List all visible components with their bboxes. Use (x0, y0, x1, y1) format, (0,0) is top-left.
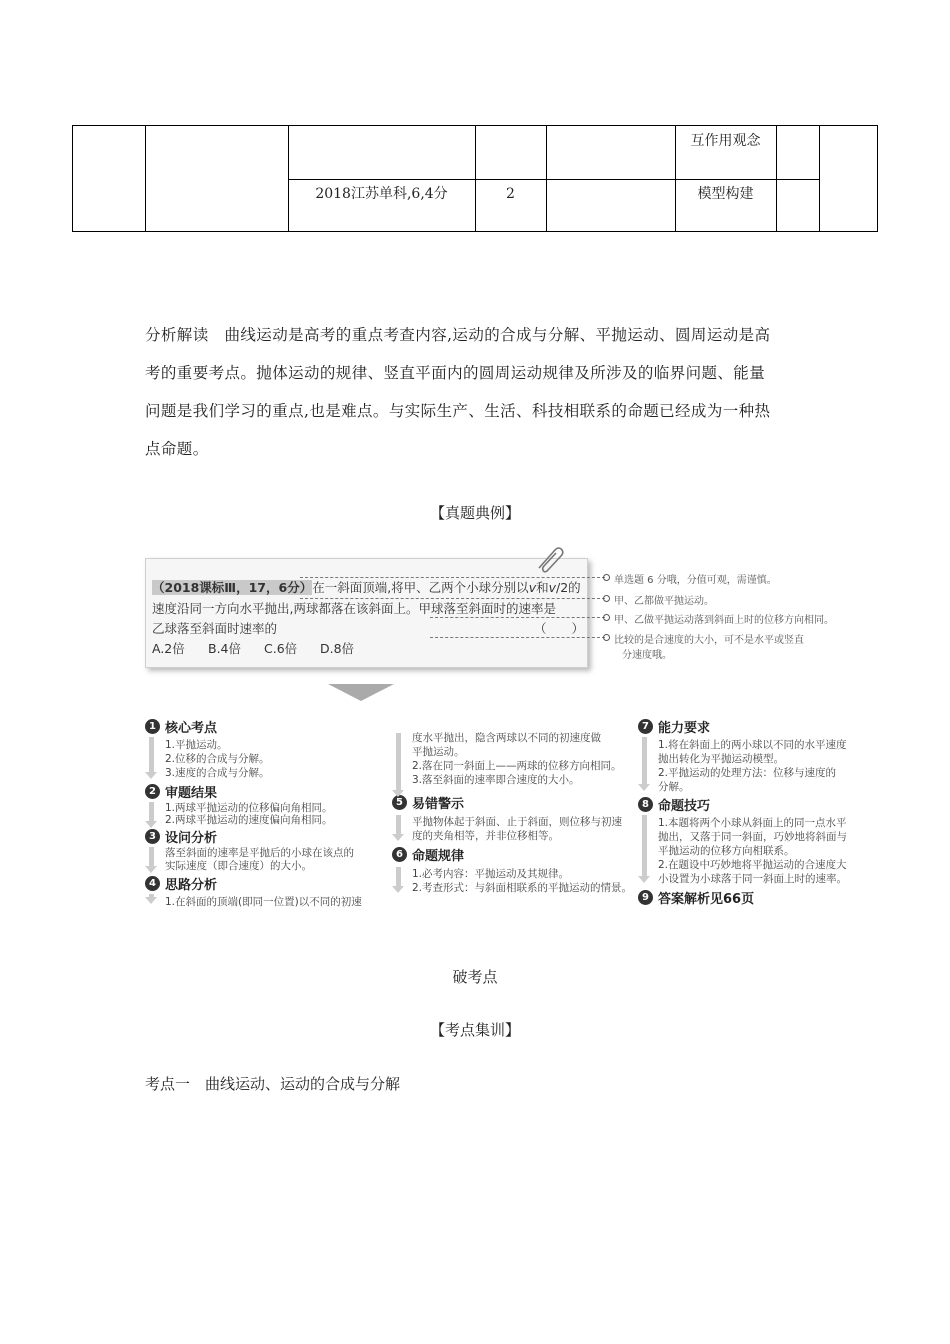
table-cell: 2018江苏单科,6,4分 (315, 186, 448, 202)
step-item: 1.本题将两个小球从斜面上的同一点水平 (658, 817, 847, 829)
step-title: 审题结果 (165, 785, 218, 801)
step-item: 1.将在斜面上的两小球以不同的水平速度 (658, 739, 847, 751)
margin-note: 比较的是合速度的大小，可不是水平或竖直 (614, 635, 804, 646)
connector (430, 637, 605, 638)
step-heading (638, 795, 878, 813)
step-item: 分解。 (658, 781, 690, 793)
bullet-icon (603, 634, 610, 641)
margin-note: 分速度哦。 (622, 650, 672, 661)
step-title: 思路分析 (165, 877, 218, 893)
step-number-badge: 2 (145, 784, 160, 799)
step-item: 1.两球平抛运动的位移偏向角相同。 (165, 802, 333, 814)
step-number-badge: 9 (638, 890, 653, 905)
step-item: 实际速度（即合速度）的大小。 (165, 860, 312, 872)
var-v: v (548, 580, 557, 595)
table-divider (288, 179, 819, 180)
step-item: 平抛运动。 (412, 746, 465, 758)
step-heading (638, 717, 878, 735)
step-number-badge: 1 (145, 719, 160, 734)
table-divider (145, 126, 146, 231)
analysis-paragraph (145, 316, 810, 468)
step-title: 核心考点 (165, 720, 218, 736)
bullet-icon (603, 595, 610, 602)
step-item: 1.在斜面的顶端(即同一位置)以不同的初速 (165, 896, 362, 908)
bullet-icon (603, 614, 610, 621)
step-item: 3.落至斜面的速率即合速度的大小。 (412, 774, 580, 786)
analysis-column-2 (392, 731, 637, 895)
question-source: （2018课标Ⅲ，17，6分） (152, 580, 313, 595)
step-item: 2.考查形式：与斜面相联系的平抛运动的情景。 (412, 882, 633, 894)
step-item: 抛出转化为平抛运动模型。 (658, 753, 784, 765)
question-text: 和 (536, 580, 549, 595)
analysis-line: 点命题。 (145, 440, 209, 458)
step-item: 落至斜面的速率是平抛后的小球在该点的 (165, 847, 354, 859)
step-item: 2.在题设中巧妙地将平抛运动的合速度大 (658, 859, 847, 871)
question-line-2: 速度沿同一方向水平抛出,两球都落在该斜面上。甲球落至斜面时的速率是 (152, 601, 556, 616)
point-heading: 考点一 曲线运动、运动的合成与分解 (145, 1075, 401, 1093)
analysis-column-1 (145, 717, 385, 909)
step-title: 能力要求 (658, 720, 711, 736)
analysis-line: 问题是我们学习的重点,也是难点。与实际生产、生活、科技相联系的命题已经成为一种热 (145, 402, 771, 420)
step-item: 度水平抛出，隐含两球以不同的初速度做 (412, 732, 601, 744)
step-item: 平抛运动的位移方向相联系。 (658, 845, 795, 857)
question-text: /2的 (556, 580, 581, 595)
step-heading (392, 793, 637, 811)
step-title: 设问分析 (165, 830, 218, 846)
question-line-1 (152, 578, 581, 596)
connector (430, 617, 605, 618)
paperclip-icon (535, 546, 565, 574)
step-number-badge: 4 (145, 876, 160, 891)
exam-table (72, 125, 878, 232)
margin-note: 单选题 6 分哦，分值可观，需谨慎。 (614, 575, 777, 586)
step-item: 2.落在同一斜面上——两球的位移方向相同。 (412, 760, 622, 772)
analysis-column-3 (638, 717, 878, 906)
step-heading (145, 782, 385, 800)
section-title-examples: 【真题典例】 (429, 504, 520, 522)
step-item: 小设置为小球落于同一斜面上时的速率。 (658, 873, 847, 885)
step-item: 1.平抛运动。 (165, 739, 228, 751)
table-cell: 互作用观念 (690, 133, 761, 149)
step-item: 抛出，又落于同一斜面，巧妙地将斜面与 (658, 831, 847, 843)
option-b: B.4倍 (208, 641, 242, 656)
table-cell: 模型构建 (697, 186, 754, 202)
margin-note: 甲、乙做平抛运动落到斜面上时的位移方向相同。 (614, 615, 834, 626)
margin-note: 甲、乙都做平抛运动。 (614, 596, 714, 607)
step-number-badge: 8 (638, 797, 653, 812)
step-heading (145, 827, 385, 845)
step-item: 度的夹角相等，并非位移相等。 (412, 830, 559, 842)
bullet-icon (603, 574, 610, 581)
step-number-badge: 3 (145, 829, 160, 844)
step-heading (392, 845, 637, 863)
question-card (145, 558, 588, 668)
step-number-badge: 5 (392, 795, 407, 810)
step-title: 命题技巧 (658, 798, 711, 814)
section-title-training: 【考点集训】 (429, 1021, 520, 1039)
step-item: 1.必考内容：平抛运动及其规律。 (412, 868, 570, 880)
analysis-line: 分析解读 曲线运动是高考的重点考查内容,运动的合成与分解、平抛运动、圆周运动是高 (145, 326, 771, 344)
table-cell: 2 (506, 186, 515, 202)
step-item: 3.速度的合成与分解。 (165, 767, 270, 779)
step-item: 2.位移的合成与分解。 (165, 753, 270, 765)
step-heading (638, 888, 878, 906)
connector (300, 577, 605, 578)
step-number-badge: 7 (638, 719, 653, 734)
down-arrow-icon (328, 684, 394, 702)
step-heading (145, 874, 385, 892)
section-title-break: 破考点 (452, 968, 498, 986)
step-item: 2.平抛运动的处理方法：位移与速度的 (658, 767, 837, 779)
option-a: A.2倍 (152, 641, 185, 656)
analysis-line: 考的重要考点。抛体运动的规律、竖直平面内的圆周运动规律及所涉及的临界问题、能量 (145, 364, 766, 382)
connector (300, 598, 605, 599)
table-divider (819, 126, 820, 231)
step-number-badge: 6 (392, 847, 407, 862)
question-line-3: 乙球落至斜面时速率的 (152, 621, 278, 636)
step-heading (145, 717, 385, 735)
option-d: D.8倍 (320, 641, 355, 656)
var-v: v (528, 580, 537, 595)
question-text: 在一斜面顶端,将甲、乙两个小球分别以 (312, 580, 529, 595)
step-title: 命题规律 (412, 848, 465, 864)
step-item: 2.两球平抛运动的速度偏向角相同。 (165, 814, 333, 826)
step-item: 平抛物体起于斜面、止于斜面，则位移与初速 (412, 816, 622, 828)
step-title: 易错警示 (412, 796, 465, 812)
answer-blank: （ ） (534, 621, 585, 636)
option-c: C.6倍 (264, 641, 298, 656)
step-title: 答案解析见66页 (658, 891, 755, 907)
